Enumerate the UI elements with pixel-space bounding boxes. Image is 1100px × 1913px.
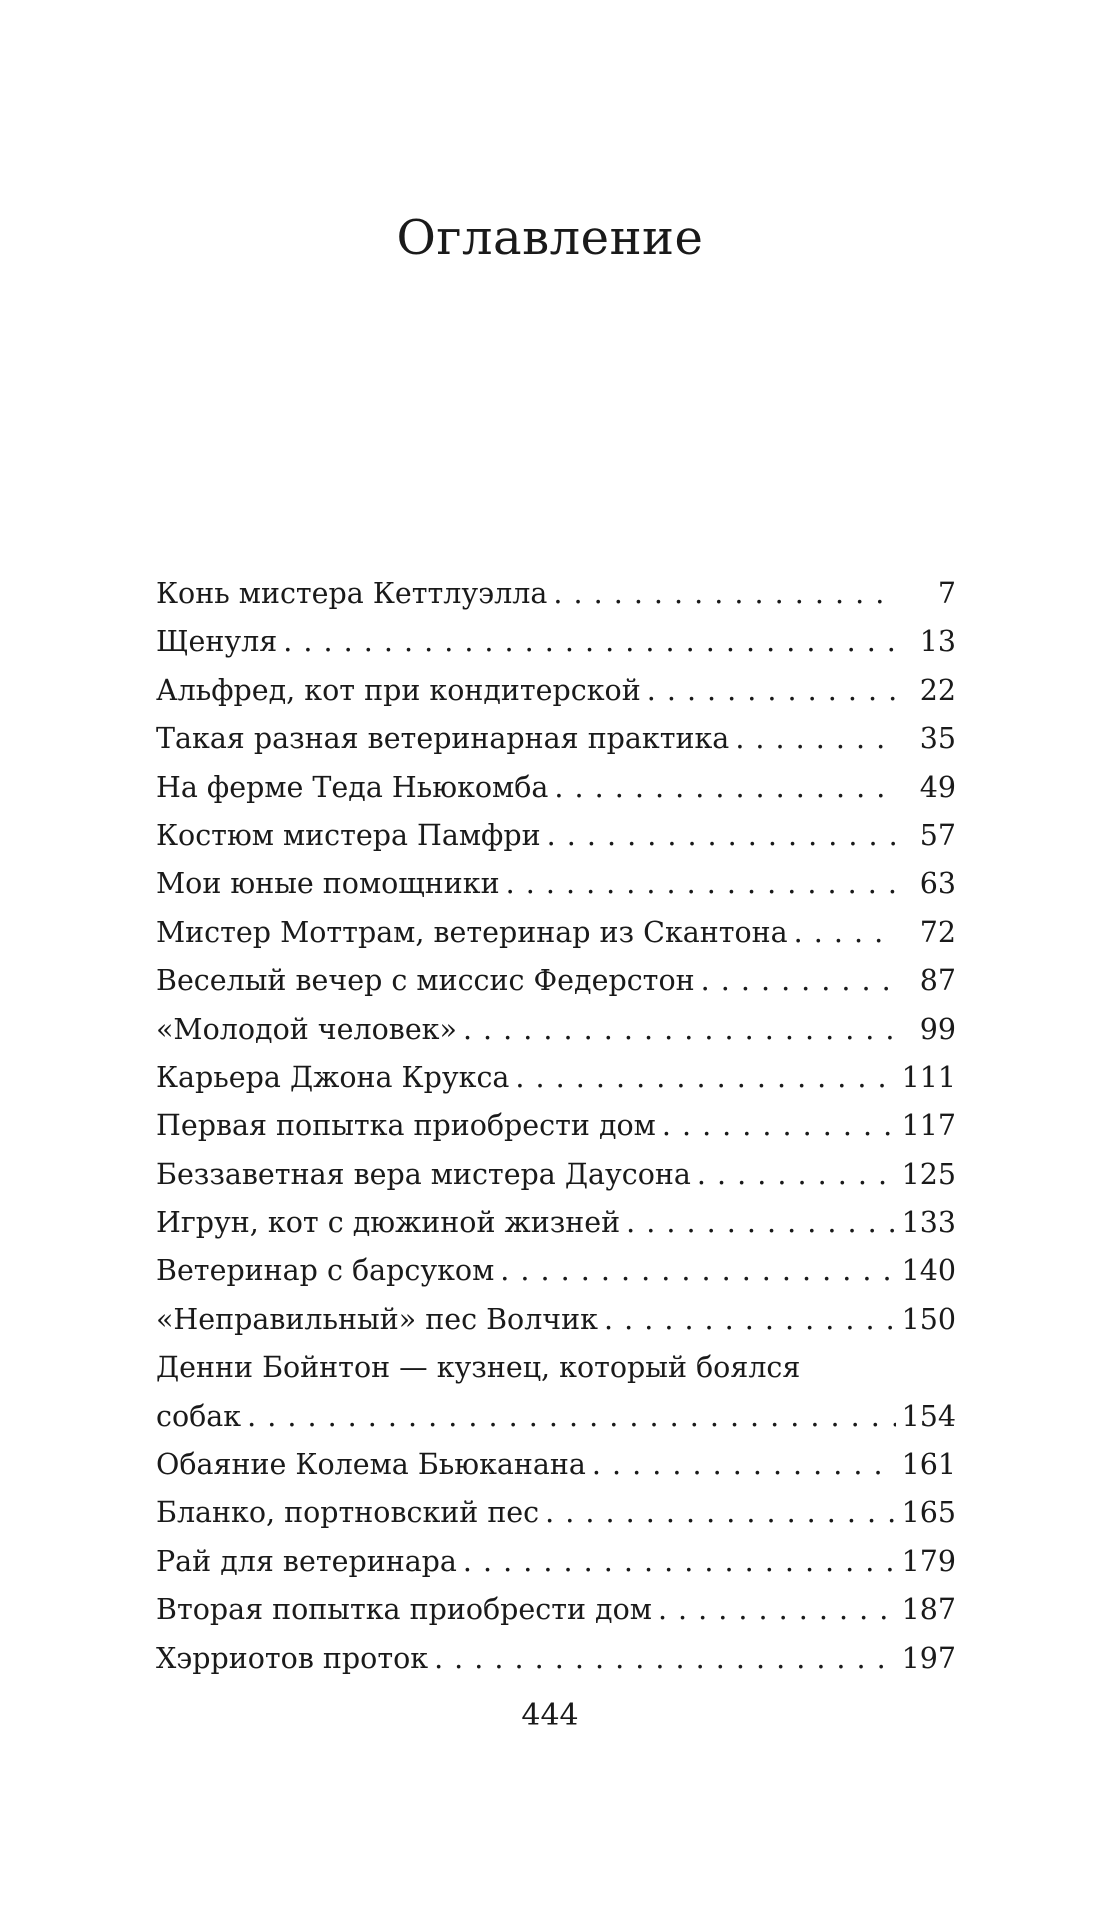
toc-entry-title: «Неправильный» пес Волчик — [156, 1302, 598, 1336]
dot-leader — [515, 1054, 895, 1102]
toc-entry-page: 187 — [901, 1593, 956, 1627]
toc-entry — [156, 618, 956, 666]
toc-entry-title: Обаяние Колема Бьюканана — [156, 1448, 586, 1482]
toc-entry-title: Веселый вечер с миссис Федерстон — [156, 964, 695, 998]
toc-entry-page: 150 — [901, 1302, 956, 1336]
toc-entry-page: 197 — [901, 1641, 956, 1675]
toc-entry-title: «Молодой человек» — [156, 1012, 457, 1046]
toc-entry-title: Рай для ветеринара — [156, 1544, 457, 1578]
toc-entry — [156, 1538, 956, 1586]
dot-leader — [662, 1102, 896, 1150]
toc-entry-page: 140 — [901, 1254, 956, 1288]
toc-entry-page: 87 — [919, 964, 956, 998]
toc-entry-page: 49 — [919, 770, 956, 804]
toc-entry-page: 165 — [901, 1496, 956, 1530]
toc-entry — [156, 909, 956, 957]
toc-entry — [156, 764, 956, 812]
dot-leader — [545, 1489, 895, 1537]
dot-leader — [500, 1247, 895, 1295]
page-number: 444 — [521, 1698, 579, 1733]
dot-leader — [701, 957, 896, 1005]
toc-entry-page: 179 — [901, 1544, 956, 1578]
toc-entry-title: Карьера Джона Крукса — [156, 1060, 510, 1094]
toc-entry-title: Вторая попытка приобрести дом — [156, 1593, 652, 1627]
toc-entry — [156, 1489, 956, 1537]
toc-entry — [156, 1199, 956, 1247]
toc-entry — [156, 860, 956, 908]
page-title: Оглавление — [396, 210, 704, 267]
toc-entry — [156, 715, 956, 763]
toc-entry — [156, 1441, 956, 1489]
toc-entry — [156, 667, 956, 715]
toc-entry-title: Беззаветная вера мистера Даусона — [156, 1157, 691, 1191]
toc-entry-title: Альфред, кот при кондитерской — [156, 673, 641, 707]
toc-entry-title: Костюм мистера Памфри — [156, 818, 541, 852]
toc-entry-title: Бланко, портновский пес — [156, 1496, 540, 1530]
toc-entry-page: 13 — [919, 625, 956, 659]
toc-entry-title-line2: собак — [156, 1399, 242, 1433]
toc-entry — [156, 570, 956, 618]
toc-entry-page: 99 — [919, 1012, 956, 1046]
dot-leader — [604, 1296, 896, 1344]
toc-entry-title: Первая попытка приобрести дом — [156, 1109, 656, 1143]
toc-entry — [156, 1006, 956, 1054]
dot-leader — [506, 860, 896, 908]
toc-entry-page: 35 — [919, 722, 956, 756]
toc-entry-page: 133 — [901, 1206, 956, 1240]
dot-leader — [647, 667, 896, 715]
dot-leader — [547, 812, 896, 860]
toc-entry — [156, 1102, 956, 1150]
dot-leader — [434, 1635, 896, 1683]
toc-entry-page: 111 — [901, 1060, 956, 1094]
toc-entry — [156, 812, 956, 860]
toc-entry-line2 — [156, 1393, 956, 1441]
toc-entry-page: 22 — [919, 673, 956, 707]
toc-entry — [156, 1344, 956, 1441]
toc-entry-title-line1: Денни Бойнтон — кузнец, который боялся — [156, 1351, 801, 1385]
toc-entry-title: Хэрриотов проток — [156, 1641, 429, 1675]
dot-leader — [553, 570, 896, 618]
toc-entry-title: Ветеринар с барсуком — [156, 1254, 495, 1288]
toc-entry — [156, 1296, 956, 1344]
toc-entry-title: Мистер Моттрам, ветеринар из Скантона — [156, 915, 788, 949]
dot-leader — [283, 618, 896, 666]
toc-entry — [156, 957, 956, 1005]
dot-leader — [697, 1151, 896, 1199]
toc-entry-page: 7 — [937, 577, 956, 610]
toc-entry-page: 161 — [901, 1448, 956, 1482]
toc-entry-page: 117 — [901, 1109, 956, 1143]
toc-entry-page: 154 — [901, 1399, 956, 1433]
toc-entry — [156, 1247, 956, 1295]
toc-entry-page: 125 — [901, 1157, 956, 1191]
dot-leader — [463, 1006, 896, 1054]
dot-leader — [463, 1538, 896, 1586]
toc-entry — [156, 1586, 956, 1634]
toc-entry-page: 63 — [919, 867, 956, 901]
dot-leader — [735, 715, 896, 763]
toc-entry-page: 72 — [919, 915, 956, 949]
toc-entry-title: Щенуля — [156, 625, 278, 659]
dot-leader — [794, 909, 896, 957]
toc-entry-title: Конь мистера Кеттлуэлла — [156, 577, 548, 610]
dot-leader — [658, 1586, 896, 1634]
toc-entry-title: Мои юные помощники — [156, 867, 500, 901]
dot-leader — [592, 1441, 896, 1489]
dot-leader — [626, 1199, 895, 1247]
toc-entry — [156, 1635, 956, 1683]
toc-entry-title: Игрун, кот с дюжиной жизней — [156, 1206, 621, 1240]
table-of-contents — [156, 570, 956, 1683]
toc-entry-title: Такая разная ветеринарная практика — [156, 722, 730, 756]
toc-entry-title: На ферме Теда Ньюкомба — [156, 770, 549, 804]
toc-entry — [156, 1054, 956, 1102]
toc-entry — [156, 1151, 956, 1199]
dot-leader — [247, 1393, 896, 1441]
dot-leader — [554, 764, 896, 812]
toc-entry-page: 57 — [919, 818, 956, 852]
